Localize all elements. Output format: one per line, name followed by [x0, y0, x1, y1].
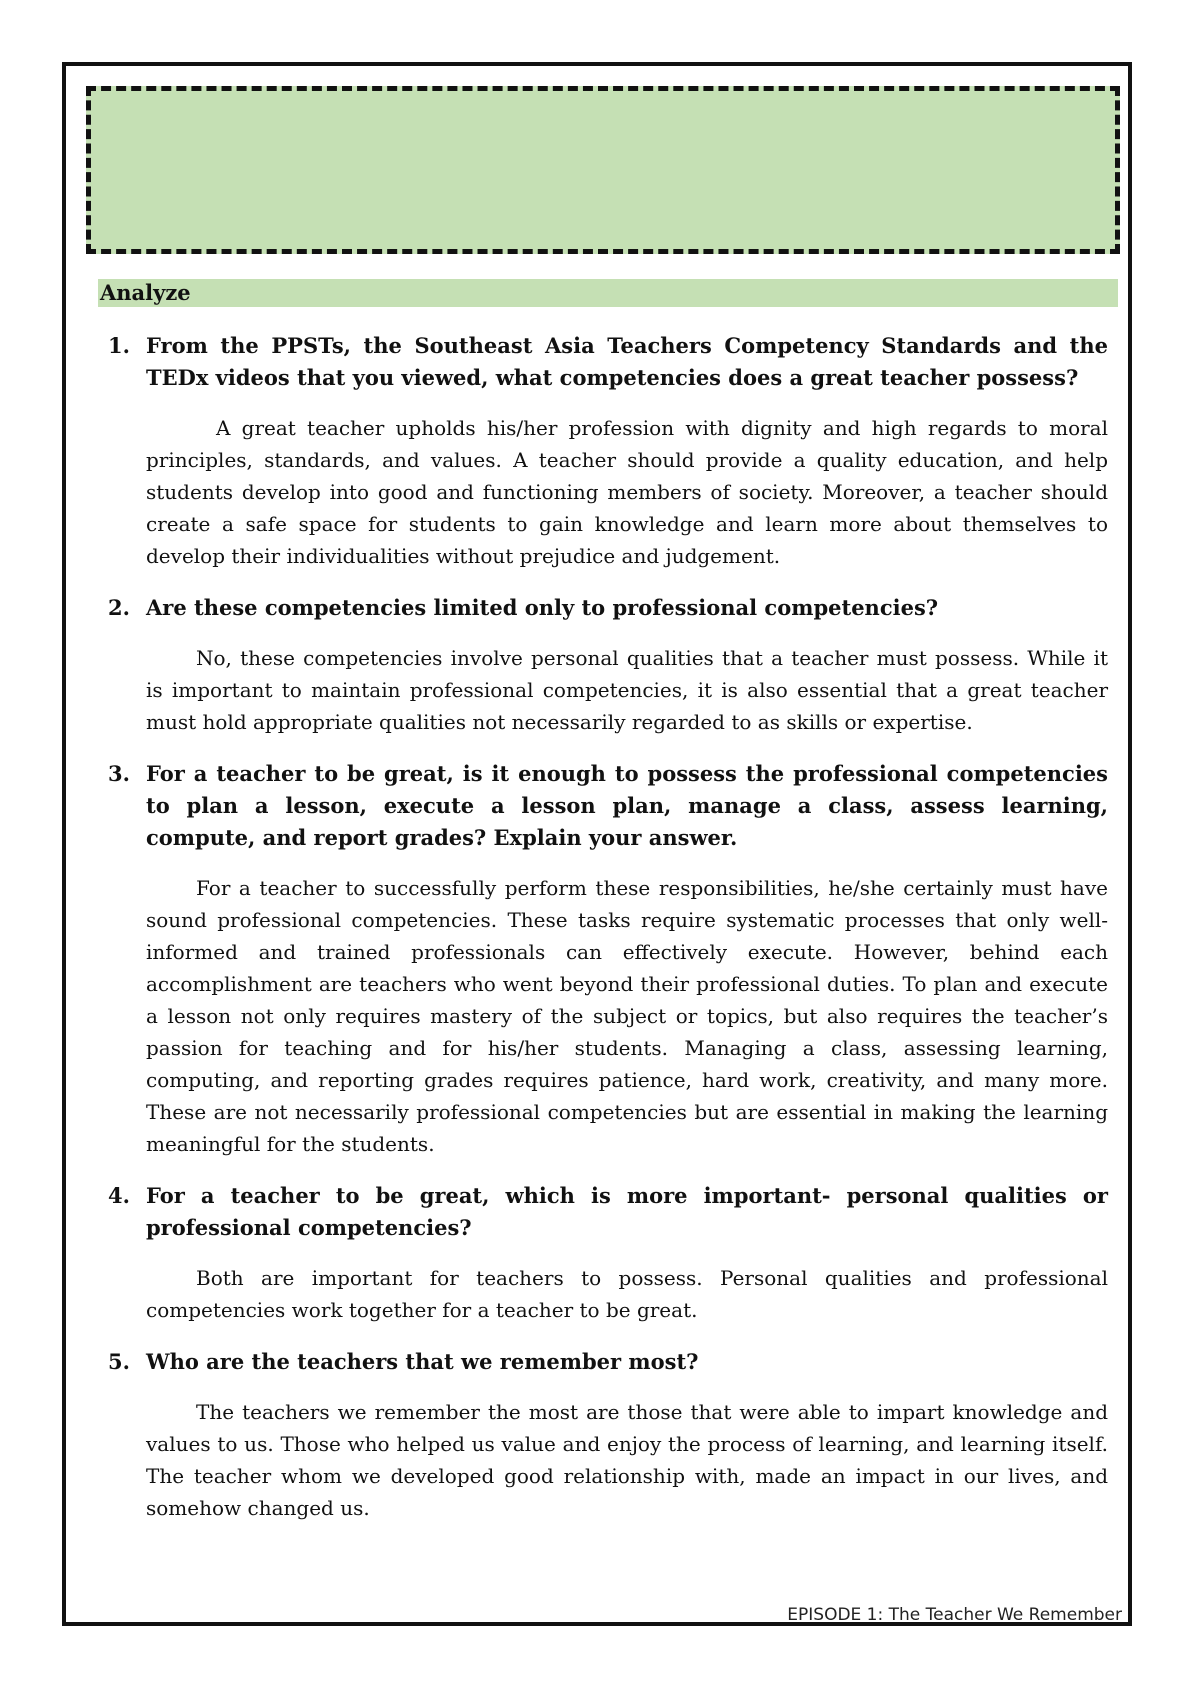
footer-episode-title: EPISODE 1: The Teacher We Remember	[787, 1605, 1122, 1625]
question-number: 4.	[108, 1183, 130, 1208]
answer-text: The teachers we remember the most are those that were able to impart knowledge and values to us. Those who helped us value and enjoy the process of learning, and learning itself. The teacher whom we developed good relationship with, made an impact in our lives, and somehow changed us.	[146, 1400, 1108, 1520]
question-item-4	[108, 1180, 1108, 1326]
question-number: 3.	[108, 761, 130, 786]
answer-text: For a teacher to successfully perform these responsibilities, he/she certainly must have sound professional competencies. These tasks require systematic processes that only well-informed and trained professionals can effectively execute. However, behind each accomplishment are teachers who went beyond their professional duties. To plan and execute a lesson not only requires mastery of the subject or topics, but also requires the teacher’s passion for teaching and for his/her students. Managing a class, assessing learning, computing, and reporting grades requires patience, hard work, creativity, and many more. These are not necessarily professional competencies but are essential in making the learning meaningful for the students.	[146, 876, 1108, 1156]
question-text: Are these competencies limited only to professional competencies?	[146, 595, 939, 620]
answer-text: No, these competencies involve personal qualities that a teacher must possess. While it is important to maintain professional competencies, it is also essential that a great teacher must hold appropriate qualities not necessarily regarded to as skills or expertise.	[146, 646, 1108, 734]
question-text: For a teacher to be great, which is more important- personal qualities or professional competencies?	[146, 1183, 1108, 1240]
question-number: 2.	[108, 595, 130, 620]
question-list	[108, 330, 1108, 1544]
question-item-5	[108, 1346, 1108, 1524]
header-placeholder-box	[86, 86, 1120, 254]
question-text: From the PPSTs, the Southeast Asia Teachers Competency Standards and the TEDx videos that you viewed, what competencies does a great teacher possess?	[146, 333, 1108, 390]
question-text: Who are the teachers that we remember most?	[146, 1349, 699, 1374]
section-heading-analyze: Analyze	[98, 279, 1118, 307]
answer-text: Both are important for teachers to possess. Personal qualities and professional competencies work together for a teacher to be great.	[146, 1266, 1108, 1322]
question-text: For a teacher to be great, is it enough to possess the professional competencies to plan a lesson, execute a lesson plan, manage a class, assess learning, compute, and report grades? Explain your answer.	[146, 761, 1108, 850]
question-item-3	[108, 758, 1108, 1160]
question-number: 1.	[108, 333, 130, 358]
answer-text: A great teacher upholds his/her profession with dignity and high regards to moral principles, standards, and values. A teacher should provide a quality education, and help students develop into good and functioning members of society. Moreover, a teacher should create a safe space for students to gain knowledge and learn more about themselves to develop their individualities without prejudice and judgement.	[146, 416, 1108, 568]
question-number: 5.	[108, 1349, 130, 1374]
question-item-1	[108, 330, 1108, 572]
question-item-2	[108, 592, 1108, 738]
